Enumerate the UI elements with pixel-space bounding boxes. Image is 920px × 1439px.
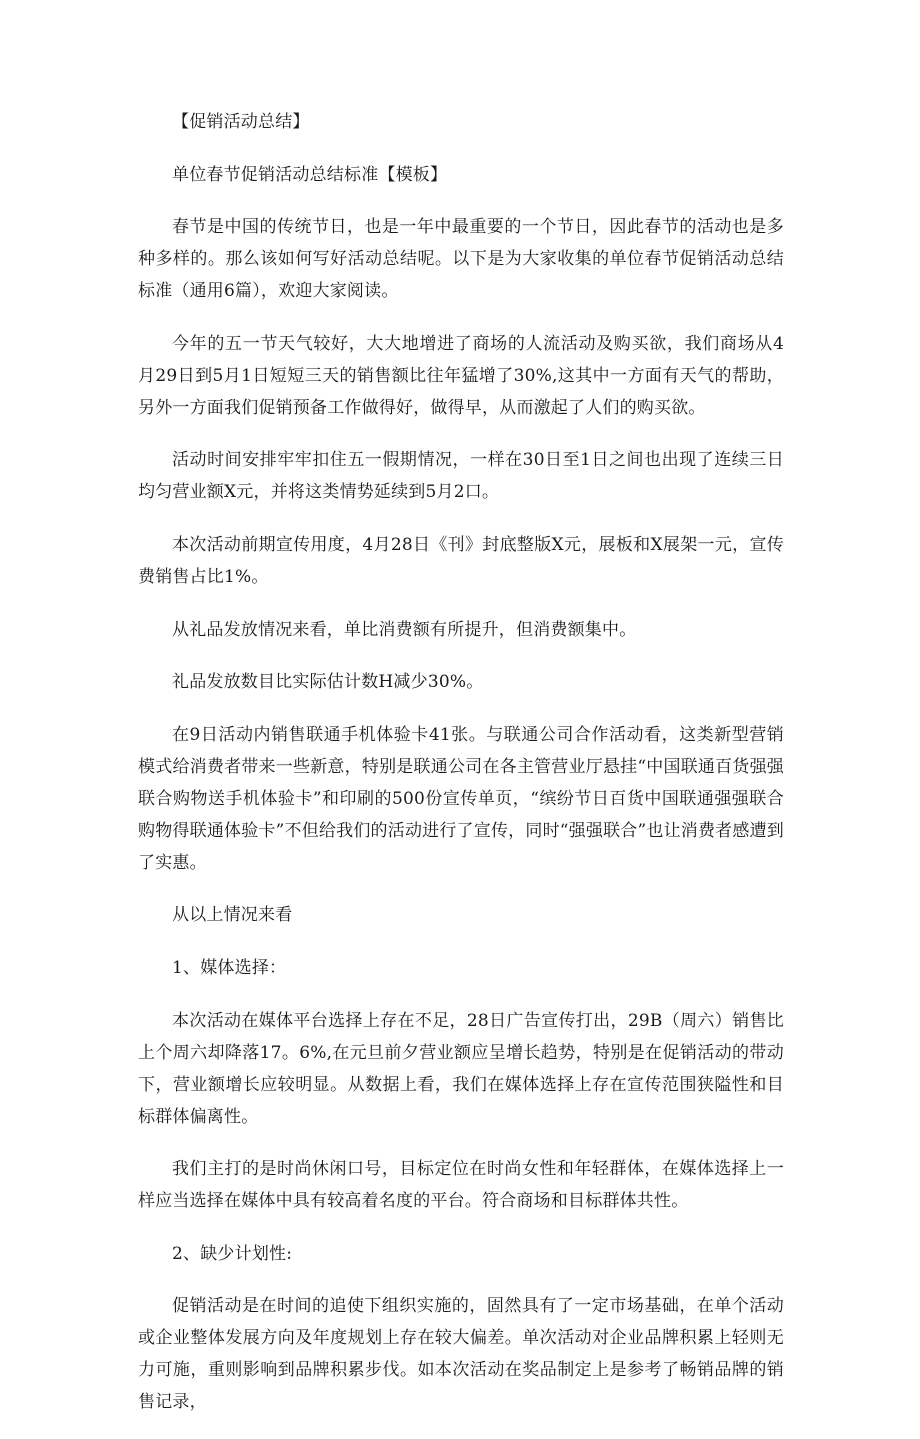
paragraph: 从以上情况来看 (172, 905, 293, 926)
paragraph: 春节是中国的传统节日，也是一年中最重要的一个节日，因此春节的活动也是多种多样的。那么该如何写好活动总结呢。以下是为大家收集的单位春节促销活动总结标准（通用6篇），欢迎大家阅读。 (138, 217, 784, 302)
paragraph: 促销活动是在时间的追使下组织实施的，固然具有了一定市场基础，在单个活动或企业整体发展方向及年度规划上存在较大偏差。单次活动对企业品牌积累上轻则无力可施，重则影响到品牌积累步伐。如本次活动在奖品制定上是参考了畅销品牌的销售记录， (138, 1296, 784, 1413)
paragraph: 礼品发放数目比实际估计数H减少30%。 (172, 672, 484, 693)
document-body (138, 106, 784, 1439)
section-heading: 1、媒体选择： (172, 957, 287, 978)
section-heading: 2、缺少计划性: (172, 1243, 293, 1264)
document-subtitle: 单位春节促销活动总结标准【模板】 (172, 164, 448, 185)
paragraph: 本次活动前期宣传用度，4月28日《刊》封底整版X元，展板和X展架一元，宣传费销售占比1%。 (138, 534, 784, 587)
paragraph: 本次活动在媒体平台选择上存在不足，28日广告宣传打出，29B（周六）销售比上个周六却降落17。6%,在元旦前夕营业额应呈增长趋势，特别是在促销活动的带动下，营业额增长应较明显。从数据上看，我们在媒体选择上存在宣传范围狭隘性和目标群体偏离性。 (138, 1010, 784, 1127)
paragraph: 在9日活动内销售联通手机体验卡41张。与联通公司合作活动看，这类新型营销模式给消费者带来一些新意，特别是联通公司在各主管营业厅悬挂“中国联通百货强强联合购物送手机体验卡”和印刷的500份宣传单页，“缤纷节日百货中国联通强强联合购物得联通体验卡”不但给我们的活动进行了宣传，同时“强强联合”也让消费者感遭到了实惠。 (138, 724, 784, 873)
document-heading: 【促销活动总结】 (172, 112, 310, 132)
paragraph: 活动时间安排牢牢扣住五一假期情况，一样在30日至1日之间也出现了连续三日均匀营业额X元，并将这类情势延续到5月2口。 (138, 450, 784, 503)
paragraph: 我们主打的是时尚休闲口号，目标定位在时尚女性和年轻群体，在媒体选择上一样应当选择在媒体中具有较高着名度的平台。符合商场和目标群体共性。 (138, 1159, 784, 1212)
paragraph: 今年的五一节天气较好，大大地增进了商场的人流活动及购买欲，我们商场从4月29日到5月1日短短三天的销售额比往年猛增了30%,这其中一方面有天气的帮助，另外一方面我们促销预备工作做得好，做得早，从而激起了人们的购买欲。 (138, 333, 784, 418)
paragraph: 从礼品发放情况来看，单比消费额有所提升，但消费额集中。 (172, 619, 637, 640)
